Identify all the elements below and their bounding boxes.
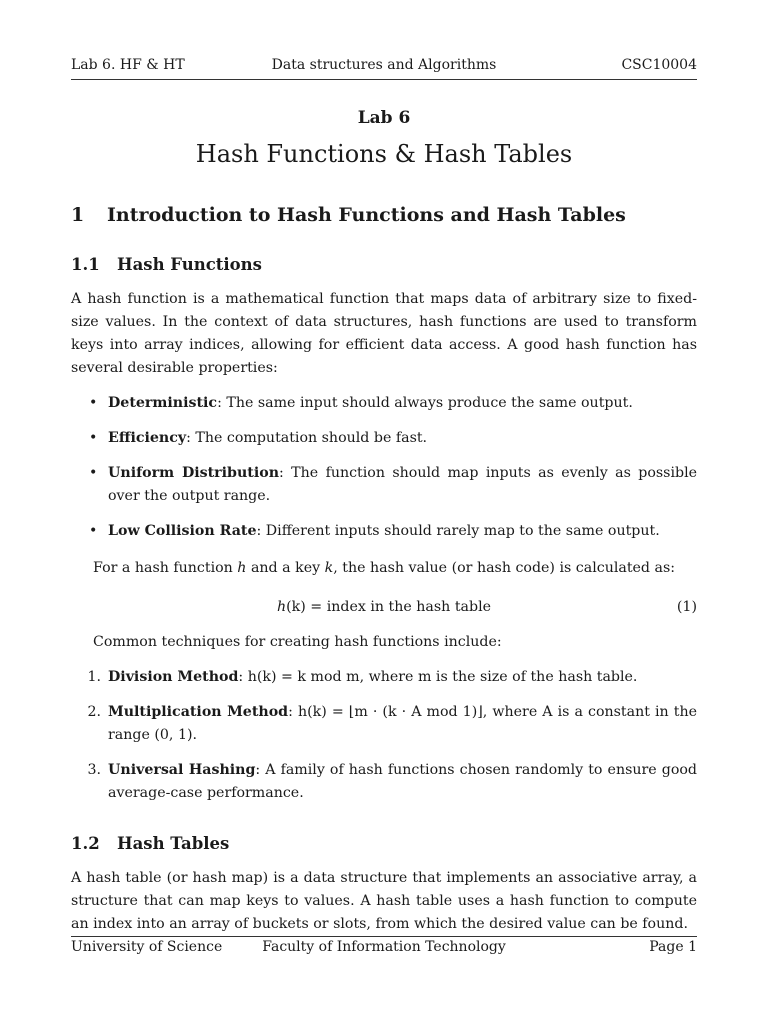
- math-var: h: [237, 560, 247, 576]
- list-item: [71, 520, 697, 543]
- text-run: For a hash function: [93, 560, 238, 576]
- term: Division Method: [108, 669, 239, 685]
- text-run: :: [238, 669, 248, 685]
- text-run: and a key: [246, 560, 325, 576]
- page-title: Hash Functions & Hash Tables: [195, 140, 573, 168]
- description: : The function should map inputs as evenly as possible over the output range.: [108, 465, 698, 504]
- item-number: 2.: [87, 704, 101, 720]
- header-right: CSC10004: [621, 57, 697, 73]
- bullet: •: [89, 395, 98, 411]
- term: Efficiency: [108, 430, 187, 446]
- subsection-number: 1.1: [71, 255, 100, 274]
- list-item: [71, 701, 697, 747]
- description: : Different inputs should rarely map to the same output.: [256, 523, 660, 539]
- item-number: 3.: [87, 762, 101, 778]
- subsection-heading-hash-functions: [71, 252, 697, 278]
- running-header: [71, 57, 697, 75]
- term: Multiplication Method: [108, 704, 289, 720]
- description: , where A is a constant in the range (0, 1).: [108, 704, 697, 743]
- bullet: •: [89, 465, 98, 481]
- equation: [71, 596, 697, 619]
- term: Uniform Distribution: [108, 465, 280, 481]
- math-arg: (k): [286, 599, 306, 615]
- bullet: •: [89, 523, 98, 539]
- header-rule: [71, 79, 697, 80]
- section-number: 1: [71, 204, 85, 226]
- equation-number: (1): [676, 599, 697, 615]
- description: : The computation should be fast.: [186, 430, 428, 446]
- section-title: Introduction to Hash Functions and Hash Tables: [107, 204, 626, 226]
- list-item: [71, 427, 697, 450]
- term: Deterministic: [108, 395, 218, 411]
- lab-label: Lab 6: [357, 108, 411, 128]
- main-content: [71, 200, 697, 936]
- header-center: Data structures and Algorithms: [271, 57, 497, 73]
- math-var: k: [324, 560, 334, 576]
- techniques-list: [71, 666, 697, 805]
- list-item: [71, 392, 697, 415]
- hash-table-paragraph: A hash table (or hash map) is a data structure that implements an associative array, a structure that can map keys to values. A hash table uses a hash function to compute an index into an array of buckets or slots, from which the desired value can be found.: [71, 870, 697, 932]
- page-number: Page 1: [649, 939, 697, 955]
- math-var: h: [276, 599, 287, 615]
- list-item: [71, 759, 697, 805]
- list-item: [71, 666, 697, 689]
- properties-list: [71, 392, 697, 543]
- text-run: :: [288, 704, 298, 720]
- list-item: [71, 462, 697, 508]
- subsection-heading-hash-tables: [71, 831, 697, 857]
- term: Universal Hashing: [108, 762, 256, 778]
- running-footer: [71, 939, 697, 957]
- bullet: •: [89, 430, 98, 446]
- footer-center: Faculty of Information Technology: [262, 939, 506, 955]
- equation-body: [277, 599, 491, 615]
- section-heading: [71, 200, 697, 230]
- text-run: , the hash value (or hash code) is calculated as:: [333, 560, 676, 576]
- subsection-title: Hash Functions: [117, 255, 262, 274]
- header-left: Lab 6. HF & HT: [71, 57, 185, 73]
- math-rhs: = index in the hash table: [305, 599, 491, 615]
- subsection-number: 1.2: [71, 834, 100, 853]
- description: , where m is the size of the hash table.: [359, 669, 638, 685]
- footer-left: University of Science: [71, 939, 223, 955]
- techniques-intro: Common techniques for creating hash functions include:: [93, 634, 502, 650]
- formula: h(k) = ⌊m · (k · A mod 1)⌋: [297, 704, 483, 720]
- item-number: 1.: [87, 669, 101, 685]
- description: : The same input should always produce the same output.: [217, 395, 633, 411]
- description: : A family of hash functions chosen randomly to ensure good average-case performance.: [108, 762, 697, 801]
- formula: h(k) = k mod m: [247, 669, 360, 685]
- intro-paragraph: A hash function is a mathematical function that maps data of arbitrary size to fixed-size values. In the context of data structures, hash functions are used to transform keys into array indices, allowing for efficient data access. A good hash function has several desirable properties:: [71, 291, 697, 376]
- hash-value-paragraph: [71, 557, 697, 580]
- footer-rule: [71, 936, 697, 937]
- subsection-title: Hash Tables: [117, 834, 230, 853]
- term: Low Collision Rate: [108, 523, 257, 539]
